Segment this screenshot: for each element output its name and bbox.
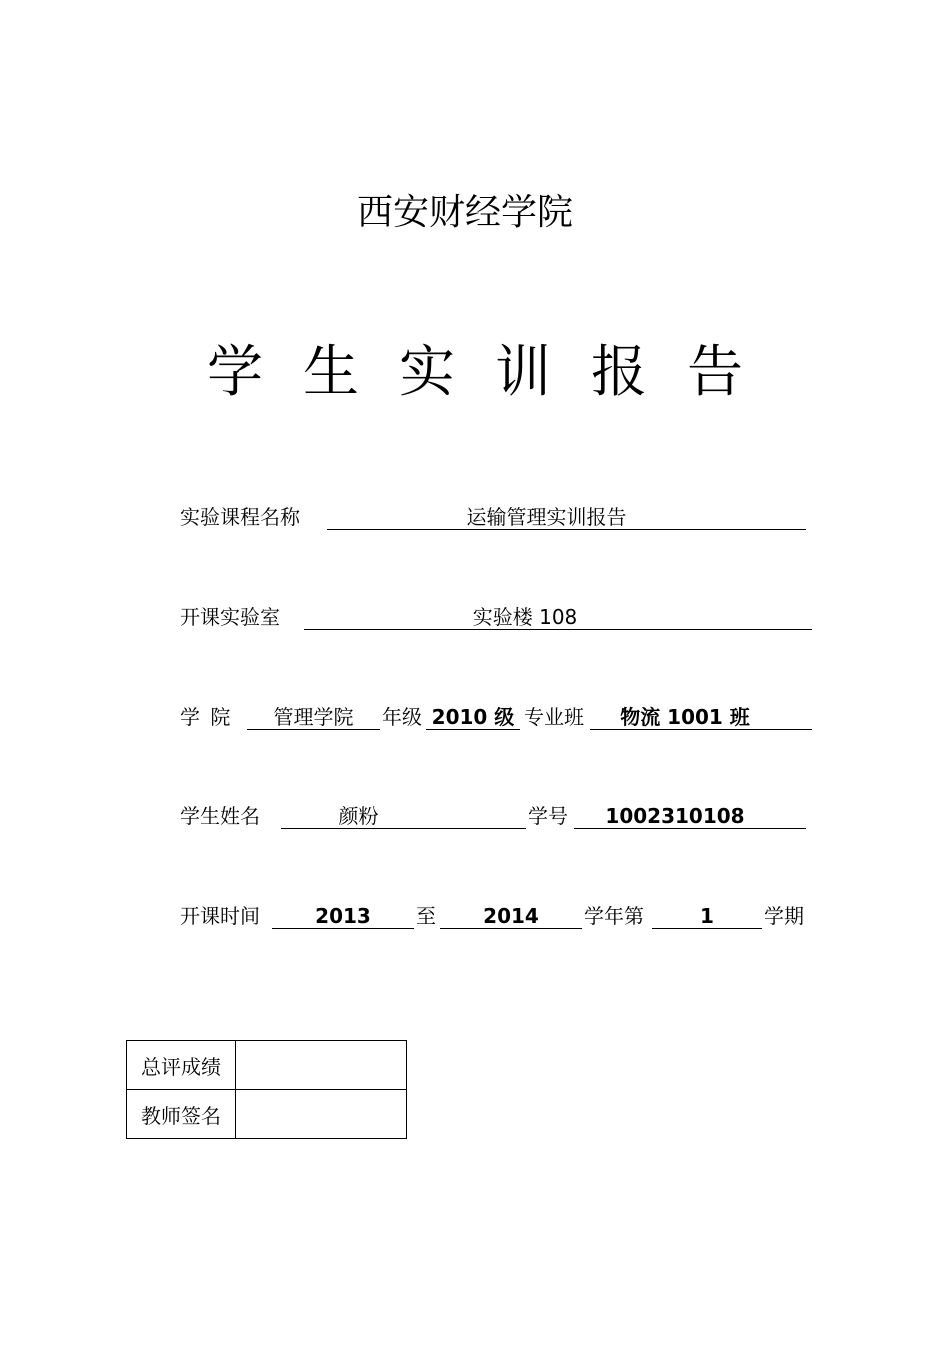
score-label: 总评成绩 (127, 1041, 236, 1090)
college-label: 学 院 (180, 705, 233, 729)
term-semester: 1 (652, 904, 762, 929)
lab-label: 开课实验室 (180, 605, 280, 629)
student-id-label: 学号 (528, 804, 568, 828)
teacher-row (127, 1090, 407, 1139)
class-value-text: 物流 1001 班 (620, 705, 750, 729)
term-start: 2013 (272, 904, 414, 929)
student-id-value (574, 804, 806, 829)
lab-value-text: 实验楼 108 (472, 605, 578, 629)
score-row (127, 1041, 407, 1090)
term-to: 至 (416, 904, 436, 928)
term-label: 开课时间 (180, 904, 260, 928)
class-label: 专业班 (524, 705, 584, 729)
student-name-label: 学生姓名 (180, 804, 260, 828)
class-value (590, 705, 812, 730)
college-value: 管理学院 (247, 705, 380, 730)
course-value-text: 运输管理实训报告 (466, 505, 627, 529)
lab-value (304, 605, 812, 630)
score-cell[interactable] (236, 1041, 407, 1090)
student-name-value (281, 804, 526, 829)
grade-table (126, 1040, 407, 1139)
student-name-text: 颜粉 (338, 804, 379, 828)
grade-label: 年级 (382, 705, 422, 729)
teacher-signature-cell[interactable] (236, 1090, 407, 1139)
grade-value-text: 2010 级 (431, 705, 515, 729)
term-year-label: 学年第 (584, 904, 644, 928)
course-value (327, 505, 806, 530)
teacher-label: 教师签名 (127, 1090, 236, 1139)
student-id-text: 1002310108 (605, 804, 745, 828)
course-label: 实验课程名称 (180, 505, 300, 529)
term-end: 2014 (440, 904, 582, 929)
term-semester-suffix: 学期 (764, 904, 804, 928)
report-title: 学生实训报告 (207, 340, 783, 405)
grade-value (426, 705, 520, 730)
school-name: 西安财经学院 (356, 192, 573, 233)
